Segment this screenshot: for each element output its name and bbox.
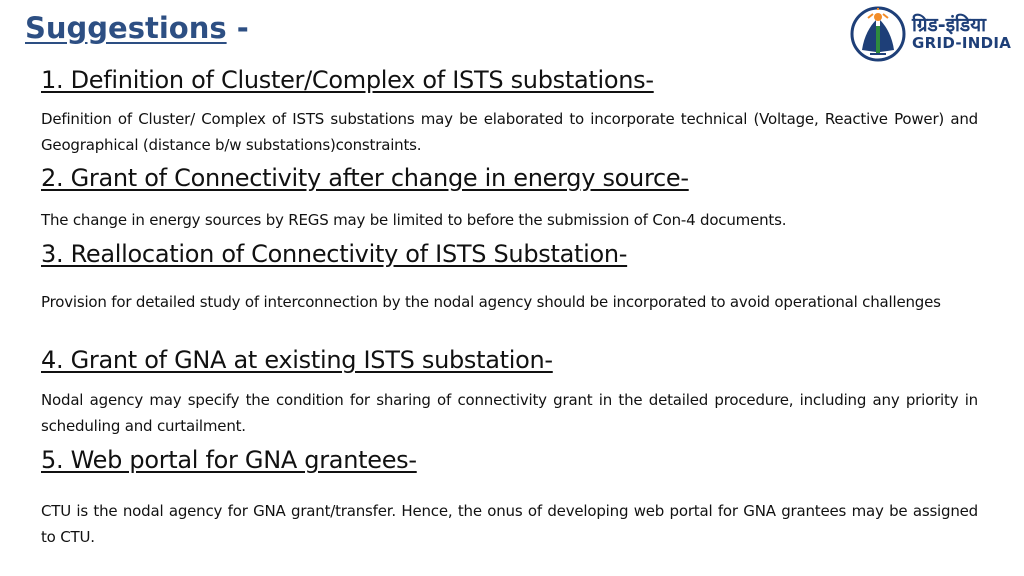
page-title [25, 12, 249, 45]
logo-hindi-text: ग्रिड-इंडिया [912, 14, 987, 37]
grid-india-logo [850, 6, 1022, 62]
section-5-text: CTU is the nodal agency for GNA grant/transfer. Hence, the onus of developing web portal for GNA grantees may be assigned to CTU. [41, 502, 978, 546]
section-3-text: Provision for detailed study of interconnection by the nodal agency should be incorporated to avoid operational challenges [41, 293, 941, 311]
section-3-heading: 3. Reallocation of Connectivity of ISTS Substation- [41, 240, 628, 268]
page-title-text: Suggestions [25, 11, 227, 45]
logo-english-text: GRID-INDIA [912, 34, 1012, 53]
section-5-heading: 5. Web portal for GNA grantees- [41, 446, 417, 474]
section-1-text: Definition of Cluster/ Complex of ISTS substations may be elaborated to incorporate technical (Voltage, Reactive Power) and Geographical (distance b/w substations)constraints. [41, 110, 978, 154]
section-4-text: Nodal agency may specify the condition for sharing of connectivity grant in the detailed procedure, including any priority in scheduling and curtailment. [41, 391, 978, 435]
section-2-heading: 2. Grant of Connectivity after change in energy source- [41, 164, 689, 192]
grid-india-emblem-icon [850, 6, 906, 62]
section-2-text: The change in energy sources by REGS may be limited to before the submission of Con-4 documents. [41, 211, 787, 229]
page-title-dash: - [236, 11, 249, 45]
section-1-heading: 1. Definition of Cluster/Complex of ISTS substations- [41, 66, 654, 94]
section-4-heading: 4. Grant of GNA at existing ISTS substation- [41, 346, 553, 374]
